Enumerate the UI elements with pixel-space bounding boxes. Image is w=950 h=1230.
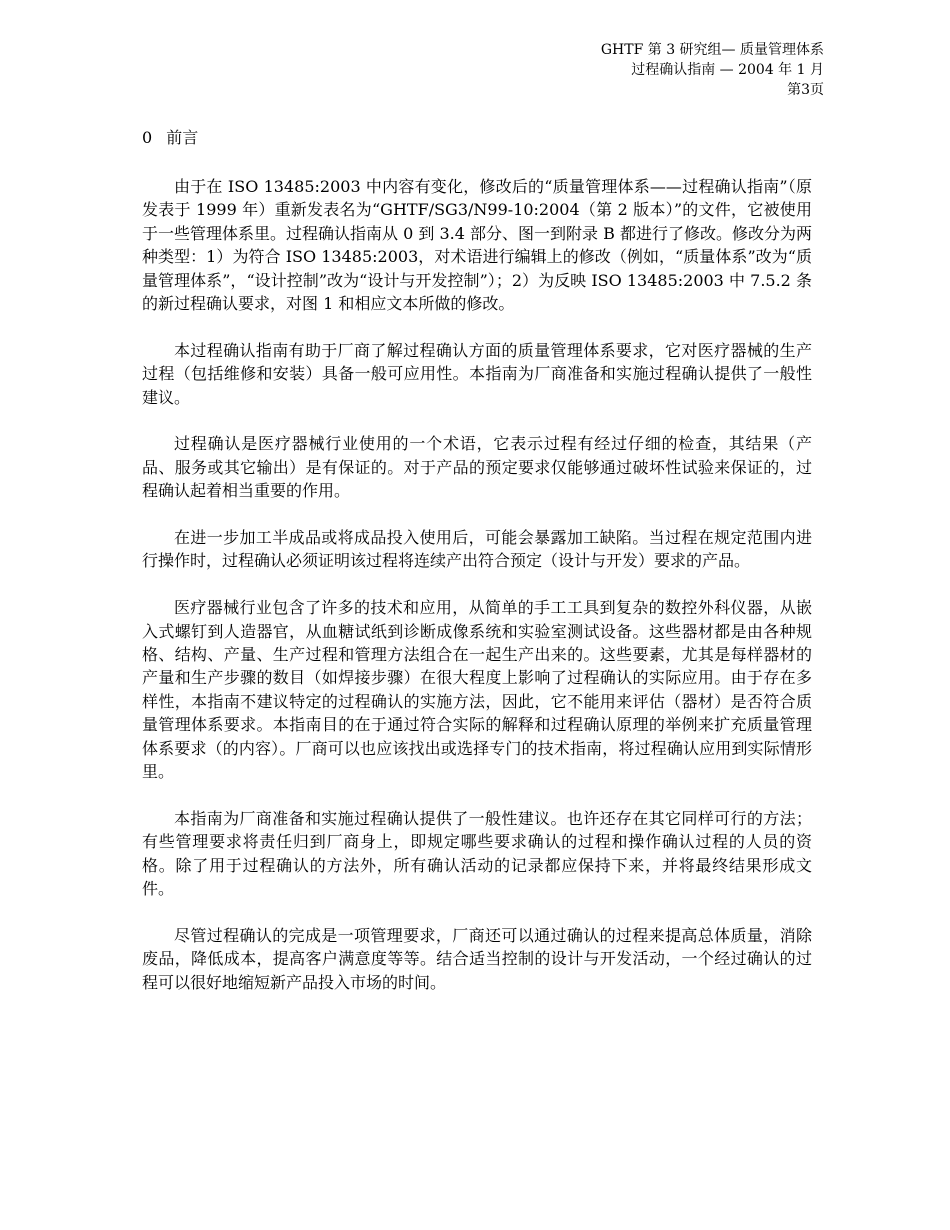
paragraph: 在进一步加工半成品或将成品投入使用后，可能会暴露加工缺陷。当过程在规定范围内进行操作时，过程确认必须证明该过程将连续产出符合预定（设计与开发）要求的产品。 [142, 528, 812, 571]
section-heading [142, 127, 198, 149]
paragraph: 本过程确认指南有助于厂商了解过程确认方面的质量管理体系要求，它对医疗器械的生产过程（包括维修和安装）具备一般可应用性。本指南为厂商准备和实施过程确认提供了一般性建议。 [142, 340, 812, 407]
page-header [601, 40, 824, 100]
section-number: 0 [142, 128, 153, 147]
paragraph: 本指南为厂商准备和实施过程确认提供了一般性建议。也许还存在其它同样可行的方法；有些管理要求将责任归到厂商身上，即规定哪些要求确认的过程和操作确认过程的人员的资格。除了用于过程确认的方法外，所有确认活动的记录都应保持下来，并将最终结果形成文件。 [142, 808, 812, 899]
paragraph: 过程确认是医疗器械行业使用的一个术语，它表示过程有经过仔细的检查，其结果（产品、服务或其它输出）是有保证的。对于产品的预定要求仅能够通过破坏性试验来保证的，过程确认起着相当重要的作用。 [142, 434, 812, 501]
paragraph: 医疗器械行业包含了许多的技术和应用，从简单的手工工具到复杂的数控外科仪器，从嵌入式螺钉到人造器官，从血糖试纸到诊断成像系统和实验室测试设备。这些器材都是由各种规格、结构、产量、生产过程和管理方法组合在一起生产出来的。这些要素，尤其是每样器材的产量和生产步骤的数目（如焊接步骤）在很大程度上影响了过程确认的实际应用。由于存在多样性，本指南不建议特定的过程确认的实施方法，因此，它不能用来评估（器材）是否符合质量管理体系要求。本指南目的在于通过符合实际的解释和过程确认原理的举例来扩充质量管理体系要求（的内容）。厂商可以也应该找出或选择专门的技术指南，将过程确认应用到实际情形里。 [142, 598, 812, 782]
header-page-number: 第3页 [787, 82, 824, 98]
paragraph: 由于在 ISO 13485:2003 中内容有变化，修改后的“质量管理体系——过程确认指南”（原发表于 1999 年）重新发表名为“GHTF/SG3/N99-10:2004（第 2 版本）”的文件，它被使用于一些管理体系里。过程确认指南从 0 到 3.4 部分、图一到附录 B 都进行了修改。修改分为两种类型：1）为符合 ISO 13485:2003，对术语进行编辑上的修改（例如，“质量体系”改为“质量管理体系”，“设计控制”改为“设计与开发控制”）；2）为反映 ISO 13485:2003 中 7.5.2 条的新过程确认要求，对图 1 和相应文本所做的修改。 [142, 177, 812, 314]
document-body [142, 175, 812, 1018]
header-doc-subtitle: 过程确认指南 — 2004 年 1 月 [631, 62, 824, 78]
section-title-text: 前言 [166, 128, 199, 147]
header-doc-title: GHTF 第 3 研究组— 质量管理体系 [600, 42, 824, 58]
paragraph: 尽管过程确认的完成是一项管理要求，厂商还可以通过确认的过程来提高总体质量，消除废品，降低成本，提高客户满意度等等。结合适当控制的设计与开发活动，一个经过确认的过程可以很好地缩短新产品投入市场的时间。 [142, 925, 812, 992]
